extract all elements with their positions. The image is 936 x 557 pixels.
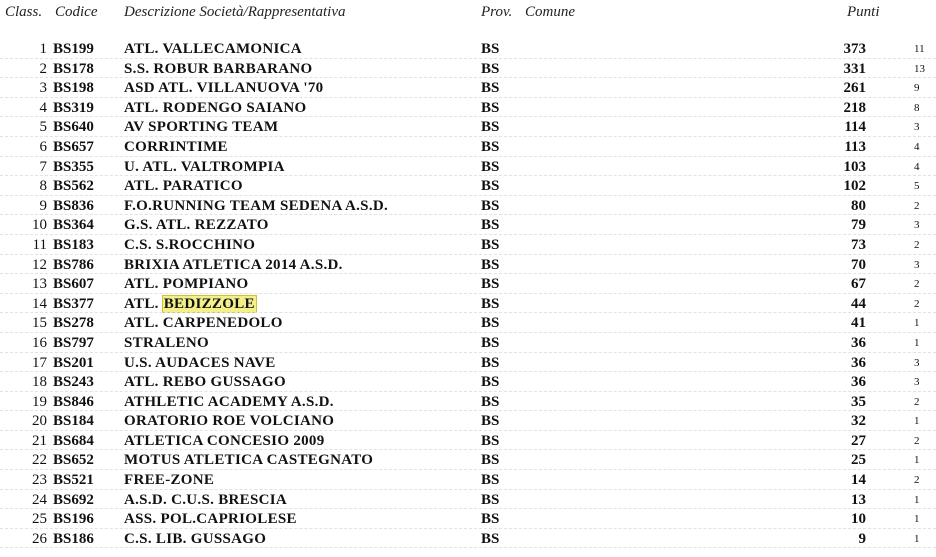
- points-cell: 373: [843, 41, 866, 57]
- team-name-cell: [124, 432, 325, 452]
- code-cell: BS692: [53, 491, 94, 508]
- code-cell: BS684: [53, 432, 94, 449]
- team-name-text: FREE-ZONE: [124, 472, 215, 489]
- team-name-text: AV SPORTING TEAM: [124, 119, 279, 136]
- table-row: [0, 256, 936, 276]
- count-cell: 13: [914, 62, 925, 75]
- team-name-cell: [124, 118, 278, 138]
- count-cell: 2: [914, 199, 920, 212]
- header-points: Punti: [847, 4, 880, 20]
- team-name-cell: [124, 491, 287, 511]
- table-row: [0, 451, 936, 471]
- rank-cell: 21: [32, 432, 47, 449]
- table-row: [0, 177, 936, 197]
- team-name-text: ATL. PARATICO: [124, 178, 243, 195]
- points-cell: 14: [851, 472, 866, 489]
- points-cell: 25: [851, 452, 866, 469]
- team-name-text: F.O.RUNNING TEAM SEDENA A.S.D.: [124, 197, 389, 214]
- points-cell: 113: [844, 138, 866, 155]
- province-cell: BS: [481, 354, 500, 371]
- rank-cell: 7: [39, 158, 47, 175]
- rank-cell: 3: [39, 80, 47, 97]
- province-cell: BS: [481, 413, 500, 430]
- rank-cell: 13: [32, 276, 47, 293]
- table-row: [0, 510, 936, 530]
- code-cell: BS640: [53, 119, 94, 136]
- points-cell: 32: [851, 413, 866, 430]
- table-row: [0, 295, 936, 315]
- province-cell: BS: [481, 60, 500, 77]
- table-row: [0, 275, 936, 295]
- count-cell: 2: [914, 278, 920, 291]
- count-cell: 2: [914, 395, 920, 408]
- table-row: [0, 118, 936, 138]
- rank-cell: 19: [32, 393, 47, 410]
- count-cell: 3: [914, 258, 920, 271]
- points-cell: 218: [843, 99, 866, 116]
- team-name-cell: [124, 197, 388, 217]
- rank-cell: 1: [39, 41, 47, 57]
- code-cell: BS186: [53, 530, 94, 547]
- team-name-cell: [124, 334, 209, 354]
- province-cell: BS: [481, 178, 500, 195]
- team-name-cell: [124, 471, 214, 491]
- count-cell: 3: [914, 356, 920, 369]
- team-name-cell: [124, 158, 285, 178]
- points-cell: 79: [851, 217, 866, 234]
- province-cell: BS: [481, 432, 500, 449]
- table-row: [0, 236, 936, 256]
- province-cell: BS: [481, 393, 500, 410]
- code-cell: BS786: [53, 256, 94, 273]
- province-cell: BS: [481, 295, 500, 312]
- team-name-cell: [124, 236, 255, 256]
- rank-cell: 11: [32, 236, 47, 253]
- code-cell: BS364: [53, 217, 94, 234]
- table-row: [0, 197, 936, 217]
- team-name-text: ORATORIO ROE VOLCIANO: [124, 413, 335, 430]
- rank-cell: 20: [32, 413, 47, 430]
- count-cell: 4: [914, 160, 920, 173]
- team-name-cell: [124, 373, 286, 393]
- rank-cell: 22: [32, 452, 47, 469]
- table-row: [0, 393, 936, 413]
- points-cell: 36: [851, 334, 866, 351]
- count-cell: 1: [914, 336, 920, 349]
- count-cell: 1: [914, 493, 920, 506]
- count-cell: 1: [914, 513, 920, 526]
- team-name-cell: [124, 530, 266, 550]
- province-cell: BS: [481, 491, 500, 508]
- team-name-cell: [124, 138, 228, 158]
- points-cell: 10: [851, 511, 866, 528]
- team-name-text: MOTUS ATLETICA CASTEGNATO: [124, 452, 374, 469]
- rank-cell: 15: [32, 315, 47, 332]
- table-row: [0, 60, 936, 80]
- count-cell: 2: [914, 434, 920, 447]
- code-cell: BS199: [53, 41, 94, 57]
- team-name-text: U.S. AUDACES NAVE: [124, 354, 276, 371]
- province-cell: BS: [481, 119, 500, 136]
- code-cell: BS278: [53, 315, 94, 332]
- table-row: [0, 79, 936, 99]
- points-cell: 9: [858, 530, 866, 547]
- count-cell: 3: [914, 376, 920, 389]
- province-cell: BS: [481, 315, 500, 332]
- points-cell: 73: [851, 236, 866, 253]
- code-cell: BS201: [53, 354, 94, 371]
- points-cell: 331: [843, 60, 866, 77]
- province-cell: BS: [481, 530, 500, 547]
- team-name-text: S.S. ROBUR BARBARANO: [124, 60, 313, 77]
- count-cell: 3: [914, 219, 920, 232]
- points-cell: 102: [843, 178, 866, 195]
- count-cell: 5: [914, 180, 920, 193]
- team-name-cell: [124, 60, 313, 80]
- province-cell: BS: [481, 276, 500, 293]
- table-row: [0, 138, 936, 158]
- count-cell: 2: [914, 238, 920, 251]
- team-name-text: ATLETICA CONCESIO 2009: [124, 432, 325, 449]
- code-cell: BS319: [53, 99, 94, 116]
- province-cell: BS: [481, 511, 500, 528]
- points-cell: 13: [851, 491, 866, 508]
- code-cell: BS846: [53, 393, 94, 410]
- code-cell: BS184: [53, 413, 94, 430]
- count-cell: 8: [914, 101, 920, 114]
- rank-cell: 5: [39, 119, 47, 136]
- count-cell: 1: [914, 454, 920, 467]
- search-highlight: BEDIZZOLE: [163, 295, 255, 312]
- table-row: [0, 354, 936, 374]
- header-description: Descrizione Società/Rappresentativa: [124, 4, 346, 20]
- points-cell: 27: [851, 432, 866, 449]
- team-name-text: A.S.D. C.U.S. BRESCIA: [124, 491, 288, 508]
- rank-cell: 2: [39, 60, 47, 77]
- rank-cell: 8: [39, 178, 47, 195]
- team-name-cell: [124, 354, 276, 374]
- team-name-cell: [124, 99, 307, 119]
- team-name-cell: [124, 451, 373, 471]
- team-name-text: ATL. CARPENEDOLO: [124, 315, 283, 332]
- team-name-cell: [124, 412, 334, 432]
- table-row: [0, 40, 936, 60]
- team-name-cell: [124, 256, 343, 276]
- province-cell: BS: [481, 197, 500, 214]
- count-cell: 9: [914, 82, 920, 95]
- team-name-text: ATL. RODENGO SAIANO: [124, 99, 307, 116]
- province-cell: BS: [481, 41, 500, 57]
- code-cell: BS198: [53, 80, 94, 97]
- rank-cell: 6: [39, 138, 47, 155]
- team-name-cell: [124, 393, 334, 413]
- count-cell: 3: [914, 121, 920, 134]
- team-name-cell: [124, 275, 248, 295]
- team-name-text: ATL. REBO GUSSAGO: [124, 374, 286, 391]
- province-cell: BS: [481, 80, 500, 97]
- points-cell: 103: [843, 158, 866, 175]
- team-name-text: G.S. ATL. REZZATO: [124, 217, 269, 234]
- rank-cell: 25: [32, 511, 47, 528]
- code-cell: BS377: [53, 295, 94, 312]
- team-name-text: STRALENO: [124, 334, 209, 351]
- province-cell: BS: [481, 236, 500, 253]
- count-cell: 1: [914, 532, 920, 545]
- team-name-cell: [124, 79, 323, 99]
- code-cell: BS562: [53, 178, 94, 195]
- rank-cell: 24: [32, 491, 47, 508]
- province-cell: BS: [481, 138, 500, 155]
- rank-cell: 18: [32, 374, 47, 391]
- count-cell: 1: [914, 317, 920, 330]
- rank-cell: 17: [32, 354, 47, 371]
- table-row: [0, 334, 936, 354]
- province-cell: BS: [481, 452, 500, 469]
- province-cell: BS: [481, 217, 500, 234]
- points-cell: 67: [851, 276, 866, 293]
- team-name-text: ASS. POL.CAPRIOLESE: [124, 511, 297, 528]
- code-cell: BS652: [53, 452, 94, 469]
- team-name-text: ATL.: [124, 295, 163, 312]
- team-name-text: ASD ATL. VILLANUOVA '70: [124, 80, 324, 97]
- table-row: [0, 314, 936, 334]
- points-cell: 44: [851, 295, 866, 312]
- team-name-cell: [124, 314, 283, 334]
- header-province: Prov.: [481, 4, 513, 20]
- rank-cell: 23: [32, 472, 47, 489]
- table-row: [0, 530, 936, 550]
- table-row: [0, 99, 936, 119]
- province-cell: BS: [481, 472, 500, 489]
- count-cell: 1: [914, 415, 920, 428]
- code-cell: BS178: [53, 60, 94, 77]
- code-cell: BS797: [53, 334, 94, 351]
- header-code: Codice: [55, 4, 98, 20]
- table-row: [0, 158, 936, 178]
- code-cell: BS521: [53, 472, 94, 489]
- rank-cell: 4: [39, 99, 47, 116]
- code-cell: BS836: [53, 197, 94, 214]
- team-name-text: ATL. VALLECAMONICA: [124, 41, 302, 57]
- team-name-cell: [124, 40, 302, 60]
- team-name-cell: [124, 177, 243, 197]
- rank-cell: 16: [32, 334, 47, 351]
- team-name-text: CORRINTIME: [124, 138, 228, 155]
- table-row: [0, 471, 936, 491]
- table-row: [0, 432, 936, 452]
- table-row: [0, 216, 936, 236]
- rank-cell: 12: [32, 256, 47, 273]
- team-name-cell: [124, 295, 256, 315]
- points-cell: 261: [843, 80, 866, 97]
- count-cell: 2: [914, 474, 920, 487]
- code-cell: BS355: [53, 158, 94, 175]
- code-cell: BS657: [53, 138, 94, 155]
- count-cell: 4: [914, 140, 920, 153]
- code-cell: BS183: [53, 236, 94, 253]
- code-cell: BS196: [53, 511, 94, 528]
- team-name-text: BRIXIA ATLETICA 2014 A.S.D.: [124, 256, 343, 273]
- code-cell: BS607: [53, 276, 94, 293]
- team-name-text: U. ATL. VALTROMPIA: [124, 158, 285, 175]
- rank-cell: 26: [32, 530, 47, 547]
- team-name-cell: [124, 216, 269, 236]
- rank-cell: 9: [39, 197, 47, 214]
- team-name-text: ATL. POMPIANO: [124, 276, 249, 293]
- points-cell: 41: [851, 315, 866, 332]
- province-cell: BS: [481, 158, 500, 175]
- team-name-text: C.S. S.ROCCHINO: [124, 236, 256, 253]
- count-cell: 11: [914, 43, 925, 55]
- points-cell: 80: [851, 197, 866, 214]
- header-rank: Class.: [5, 4, 43, 20]
- count-cell: 2: [914, 297, 920, 310]
- points-cell: 70: [851, 256, 866, 273]
- province-cell: BS: [481, 374, 500, 391]
- province-cell: BS: [481, 99, 500, 116]
- table-row: [0, 373, 936, 393]
- points-cell: 36: [851, 374, 866, 391]
- code-cell: BS243: [53, 374, 94, 391]
- table-row: [0, 412, 936, 432]
- team-name-text: ATHLETIC ACADEMY A.S.D.: [124, 393, 334, 410]
- points-cell: 36: [851, 354, 866, 371]
- province-cell: BS: [481, 334, 500, 351]
- table-row: [0, 491, 936, 511]
- ranking-table: [0, 40, 936, 549]
- header-comune: Comune: [525, 4, 575, 20]
- team-name-cell: [124, 510, 297, 530]
- points-cell: 114: [844, 119, 866, 136]
- province-cell: BS: [481, 256, 500, 273]
- team-name-text: C.S. LIB. GUSSAGO: [124, 530, 267, 547]
- rank-cell: 14: [32, 295, 47, 312]
- points-cell: 35: [851, 393, 866, 410]
- rank-cell: 10: [32, 217, 47, 234]
